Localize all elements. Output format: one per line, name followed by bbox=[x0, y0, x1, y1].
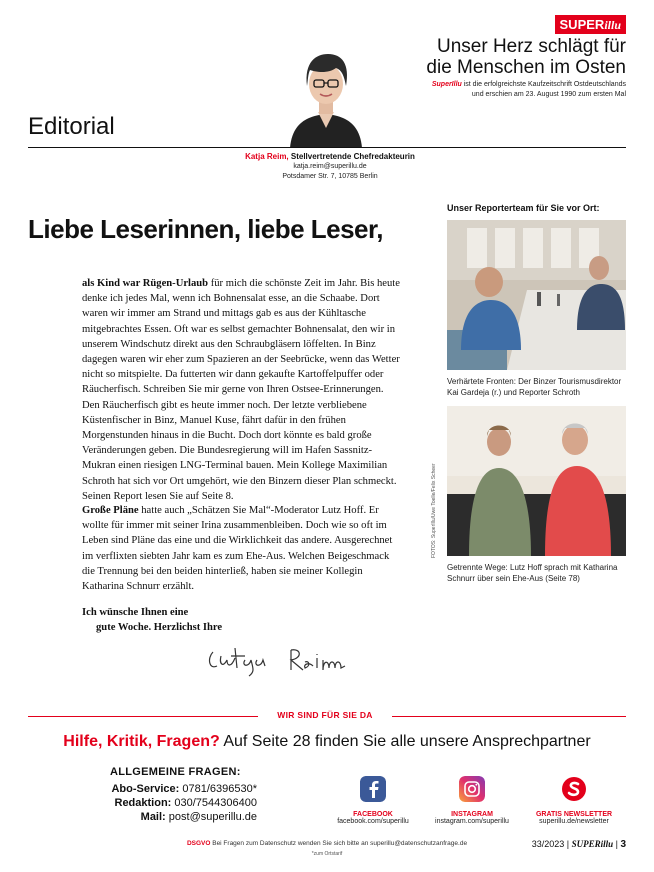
instagram-icon bbox=[459, 776, 485, 802]
section-title: Editorial bbox=[28, 113, 115, 140]
author-address: Potsdamer Str. 7, 10785 Berlin bbox=[282, 173, 378, 180]
issue-number: 33/2023 bbox=[531, 839, 565, 849]
photo-caption-1: Verhärtete Fronten: Der Binzer Tourismusdirektor Kai Gardeja (r.) und Reporter Schroth bbox=[447, 377, 622, 397]
photo-credit: FOTOS: SuperIllu/Uwe Toelle/Felix Scheer bbox=[431, 463, 437, 558]
headline: Liebe Leserinnen, liebe Leser, bbox=[28, 214, 383, 244]
tagline-sub: SuperIllu ist die erfolgreichste Kaufzeitschrift Ostdeutschlands und erschien am 23. August 1990 zum ersten Mal bbox=[431, 81, 626, 98]
author-name: Katja Reim, bbox=[245, 152, 289, 161]
closing-line-2: gute Woche. Herzlichst Ihre bbox=[96, 622, 223, 633]
newsletter-link[interactable]: GRATIS NEWSLETTER superillu.de/newsletter bbox=[524, 776, 624, 825]
closing bbox=[82, 605, 222, 635]
help-line: Hilfe, Kritik, Fragen? Auf Seite 28 finden Sie alle unsere Ansprechpartner bbox=[63, 733, 591, 750]
author-portrait bbox=[272, 40, 380, 148]
newsletter-icon bbox=[561, 776, 587, 802]
author-block bbox=[220, 152, 440, 182]
header-rule bbox=[28, 147, 626, 148]
facebook-icon bbox=[360, 776, 386, 802]
magazine-name: SUPERillu bbox=[571, 839, 614, 849]
mail-contact[interactable]: Mail: post@superillu.de bbox=[140, 811, 257, 823]
tagline bbox=[396, 36, 626, 78]
tagline-brand: SuperIllu bbox=[431, 81, 462, 88]
tagline-line2: die Menschen im Osten bbox=[426, 57, 626, 78]
general-questions-title: ALLGEMEINE FRAGEN: bbox=[110, 766, 241, 778]
tagline-line1: Unser Herz schlägt für bbox=[436, 36, 626, 57]
photo-caption-2: Getrennte Wege: Lutz Hoff sprach mit Katharina Schnurr über sein Ehe-Aus (Seite 78) bbox=[447, 563, 618, 583]
superillu-logo: SUPERillu bbox=[555, 15, 626, 34]
facebook-link[interactable]: FACEBOOK facebook.com/superillu bbox=[323, 776, 423, 825]
interview-photo bbox=[447, 406, 626, 556]
reporter-meeting-photo bbox=[447, 220, 626, 370]
redaktion-phone[interactable]: Redaktion: 030/7544306400 bbox=[114, 797, 257, 809]
dsgvo-note: DSGVO Bei Fragen zum Datenschutz wenden Sie sich bitte an superillu@datenschutzanfrage.de bbox=[186, 840, 468, 847]
divider-right bbox=[392, 716, 626, 717]
author-email[interactable]: katja.reim@superillu.de bbox=[293, 163, 367, 170]
closing-line-1: Ich wünsche Ihnen eine bbox=[82, 607, 189, 618]
author-role: Stellvertretende Chefredakteurin bbox=[288, 152, 415, 161]
signature bbox=[205, 638, 385, 678]
page-number: 3 bbox=[620, 839, 626, 850]
wir-sind-fuer-sie-da: WIR SIND FÜR SIE DA bbox=[277, 710, 373, 720]
body-paragraph-2: Große Pläne hatte auch „Schätzen Sie Mal“-Moderator Lutz Hoff. Er wollte für immer mit seiner Irina zusammenbleiben. Doch wie so oft im Leben sind Pläne das eine und die Wirklichkeit das andere. Ausgerechnet im verflixten siebten Jahr kam es zum Ehe-Aus. Welchen Beigeschmack die Trennung bei den beiden hinterließ, haben sie meiner Kollegin Katharina Schnurr erzählt. bbox=[82, 505, 393, 593]
paragraph-lead: als Kind war Rügen-Urlaub bbox=[82, 278, 209, 289]
divider-left bbox=[28, 716, 258, 717]
page-footer: 33/2023 | SUPERillu | 3 bbox=[531, 839, 626, 850]
abo-service[interactable]: Abo-Service: 0781/6396530* bbox=[111, 783, 257, 795]
instagram-link[interactable]: INSTAGRAM instagram.com/superillu bbox=[422, 776, 522, 825]
paragraph-lead: Große Pläne bbox=[82, 505, 139, 516]
footnote: *zum Ortstarif bbox=[311, 851, 343, 857]
body-paragraph-1: als Kind war Rügen-Urlaub für mich die schönste Zeit im Jahr. Bis heute denke ich jedes Mal, wenn ich Bohnensalat esse, an die Schaabe. Dort waren wir immer am Strand und mittags gab es aus der Kühltasche mitgebrachtes Essen. Oft war es selbst gemachter Bohnensalat, den wir in unserem Windschutz direkt aus den Schraubgläsern löffelten. In Binz dagegen waren wir eher zum Spazieren an der Seebrücke, wenn das Wetter nicht so mitspielte. Da futterten wir dann gekaufte Kartoffelpuffer oder Räucherfisch. Schreiben Sie mir gerne von Ihren Ostsee-Erinnerungen. Den Räucherfisch gibt es heute immer noch. Der letzte verbliebene Küstenfischer in Binz, Manuel Kuse, fährt dafür in den frühen Morgenstunden hinaus in die Bucht. Doch dort könnte es bald große Veränderungen geben. Die Bundesregierung will im Hafen Sassnitz-Mukran einen riesigen LNG-Terminal bauen. Mein Kollege Maximilian Schroth hat sich vor Ort umgehört, wie den Binzern dieser Plan schmeckt. Seinen Report lesen Sie auf Seite 8. bbox=[82, 278, 400, 502]
sidebar-title: Unser Reporterteam für Sie vor Ort: bbox=[447, 203, 600, 213]
